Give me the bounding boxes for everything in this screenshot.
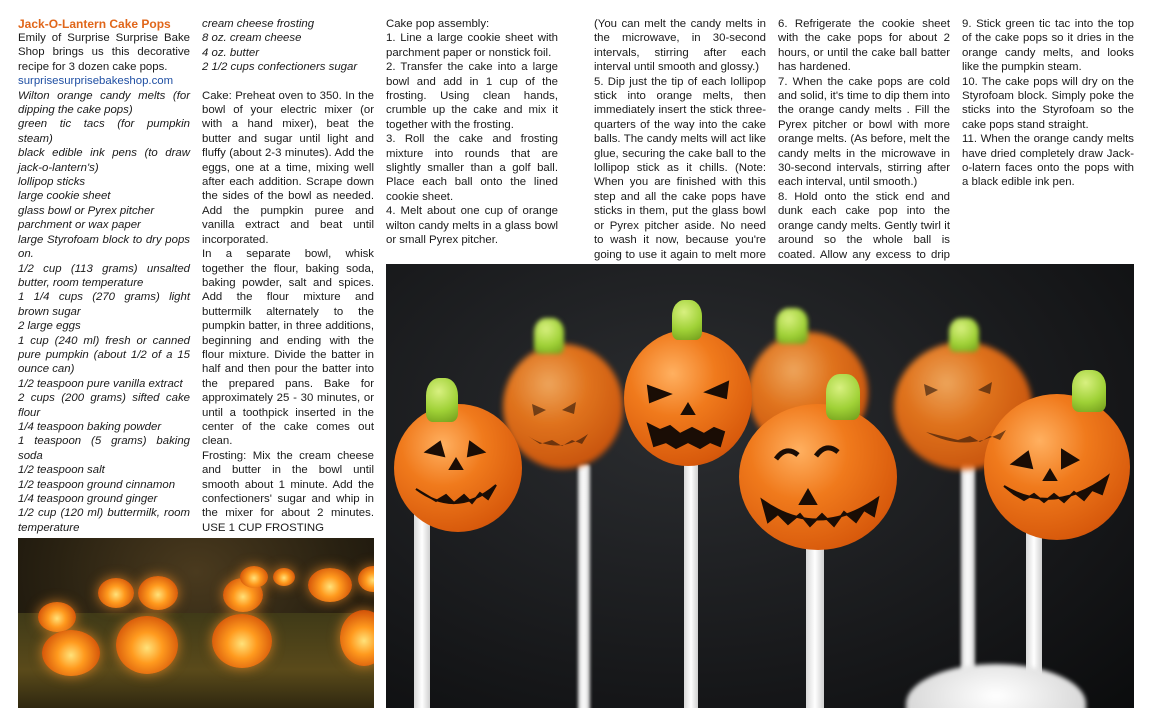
ingredient-item: 1/2 teaspoon pure vanilla extract xyxy=(18,377,183,390)
assembly-column-1 xyxy=(386,17,558,248)
assembly-step: 5. Dip just the tip of each lollipop stick into orange melts, then immediately insert the stick three-quarters of the way into the cake balls. The candy melts will act like glue, securing the cake ball to the lollipop stick as it chills. (Note: When you are finished with this step and all the cake pops have sticks in them, put the glass bowl or Pyrex pitcher aside. No need to wash it now, because you're going to use it again to melt more xyxy=(594,75,766,261)
face-eye xyxy=(426,442,444,456)
face-eye xyxy=(706,382,728,398)
lit-pumpkin xyxy=(212,614,272,668)
frosting-ingredient-item: 8 oz. cream cheese xyxy=(202,32,302,45)
face-mouth xyxy=(926,430,1006,443)
jack-o-lantern-faces xyxy=(386,264,1134,708)
assembly-step: 9. Stick green tic tac into the top of the cake pops so it dries in the orange candy melts, and looks like the pumpkin steam. xyxy=(962,18,1134,74)
face-mouth xyxy=(528,434,588,446)
ingredient-item: 1 1/4 cups (270 grams) light brown sugar xyxy=(18,291,190,318)
frosting-ingredient-item: cream cheese frosting xyxy=(202,18,315,30)
frosting-ingredient-item: 2 1/2 cups confectioners sugar xyxy=(202,61,358,74)
face-nose xyxy=(800,490,816,504)
ingredient-item: Wilton orange candy melts (for dipping the cake pops) xyxy=(18,89,190,117)
assembly-step: 4. Melt about one cup of orange wilton candy melts in a glass bowl or small Pyrex pitcher. xyxy=(386,205,558,247)
ingredient-item: 1/4 teaspoon ground ginger xyxy=(18,493,158,505)
face-eye xyxy=(532,404,546,416)
assembly-step: 3. Roll the cake and frosting mixture into rounds that are slightly smaller than a golf ball. Place each ball onto the lined cookie sheet. xyxy=(386,133,558,203)
assembly-step: 6. Refrigerate the cookie sheet with the cake pops for about 2 hours, or until the cake ball batter has hardened. xyxy=(778,18,950,74)
face-eye xyxy=(562,402,576,414)
face-eye xyxy=(1012,452,1032,468)
face-eye xyxy=(816,448,838,456)
ingredient-item: black edible ink pens (to draw jack-o-lantern's) xyxy=(18,147,190,174)
jack-o-lantern-field-photo xyxy=(18,538,374,708)
website-link[interactable]: surprisesurprisebakeshop.com xyxy=(18,75,174,88)
assembly-step: 7. When the cake pops are cold and solid, it's time to dip them into the orange candy melts . Fill the Pyrex pitcher or bowl with more orange melts. (As before, melt the candy melts in the microwave in 30-second intervals, stirring after each interval, until smooth.) xyxy=(778,75,950,189)
face-eye xyxy=(648,386,670,402)
lit-pumpkin xyxy=(138,576,178,610)
assembly-step: 8. Hold onto the stick end and dunk each cake pop into the orange candy melts. Gently twirl it around so the whole ball is coated. Allow any excess to drip xyxy=(778,190,950,261)
assembly-step: 2. Transfer the cake into a large bowl and add in 1 cup of the frosting. Using clean hands, crumble up the cake and mix it together with the frosting. xyxy=(386,61,558,131)
lit-pumpkin xyxy=(42,630,100,676)
assembly-column-2 xyxy=(594,17,766,276)
cake-pops-photo xyxy=(386,264,1134,708)
assembly-step: 11. When the orange candy melts have dried completely draw Jack-o-latern faces onto the pops with a black edible ink pen. xyxy=(962,133,1134,189)
assembly-column-4 xyxy=(962,17,1134,190)
face-eye xyxy=(1062,450,1078,468)
face-mouth xyxy=(762,498,878,526)
ingredient-item: 1/2 cup (120 ml) buttermilk, room temperature xyxy=(18,507,190,534)
assembly-step: 10. The cake pops will dry on the Styrofoam block. Simply poke the sticks into the Styrofoam so the cake pops stand straight. xyxy=(962,75,1134,131)
lit-pumpkin xyxy=(308,568,352,602)
ingredient-item: 1 teaspoon (5 grams) baking soda xyxy=(18,435,190,462)
assembly-column-3 xyxy=(778,17,950,276)
face-nose xyxy=(682,404,694,414)
assembly-heading: Cake pop assembly: xyxy=(386,18,490,30)
article-intro: Emily of Surprise Surprise Bake Shop brings us this decorative recipe for 3 dozen cake pops. xyxy=(18,32,190,73)
ingredient-item: 2 cups (200 grams) sifted cake flour xyxy=(18,392,190,419)
ingredient-item: large cookie sheet xyxy=(18,190,111,203)
frosting-paragraph: Frosting: Mix the cream cheese and butter in the bowl until smooth about 1 minute. Add the confectioners' sugar and whip in the mixer for about 2 minutes. USE 1 CUP FROSTING xyxy=(202,449,374,534)
ingredient-item: green tic tacs (for pumpkin steam) xyxy=(18,118,190,145)
lit-pumpkin xyxy=(273,568,295,586)
lit-pumpkin xyxy=(240,566,268,588)
face-nose xyxy=(450,459,462,469)
ingredient-item: 2 large eggs xyxy=(18,320,81,333)
frosting-ingredient-item: 4 oz. butter xyxy=(202,46,259,59)
lit-pumpkin xyxy=(116,616,178,674)
face-eye xyxy=(924,384,938,396)
ingredient-item: parchment or wax paper xyxy=(18,219,141,232)
assembly-step: 1. Line a large cookie sheet with parchment paper or nonstick foil. xyxy=(386,32,558,59)
ingredient-item: 1/2 cup (113 grams) unsalted butter, room temperature xyxy=(18,262,190,289)
ingredient-item: 1/2 teaspoon salt xyxy=(18,464,105,477)
cake-instructions-column xyxy=(202,17,374,535)
ingredients-column xyxy=(18,17,190,535)
cake-paragraph: Cake: Preheat oven to 350. In the bowl of your electric mixer (or with a hand mixer), beat the butter and sugar until light and fluffy (about 2-3 minutes). Add the eggs, one at a time, mixing well after each addition. Scrape down the sides of the bowl as needed. Add the pumpkin puree and vanilla extract and beat until incorporated. xyxy=(202,89,374,246)
face-eye xyxy=(468,442,484,456)
cake-paragraph: In a separate bowl, whisk together the flour, baking soda, baking powder, salt and spices. Add the flour mixture and buttermilk alternately to the pumpkin batter, in three additions, beginning and ending with the flour mixture. Divide the batter in half and then pour the batter into the prepared pans. Bake for approximately 25 - 30 minutes, or until a toothpick inserted in the center of the cake comes out clean. xyxy=(202,248,374,448)
lit-pumpkin xyxy=(38,602,76,632)
face-eye xyxy=(978,382,992,394)
ingredient-item: large Styrofoam block to dry pops on. xyxy=(18,233,190,261)
face-nose xyxy=(1044,470,1056,480)
assembly-step: (You can melt the candy melts in the microwave, in 30-second intervals, stirring after each interval until smooth and glossy.) xyxy=(594,18,766,74)
ingredient-item: lollipop sticks xyxy=(18,176,86,189)
face-eye xyxy=(776,451,798,459)
ingredient-item: 1 cup (240 ml) fresh or canned pure pumpkin (about 1/2 of a 15 ounce can) xyxy=(18,334,190,376)
face-mouth xyxy=(648,424,724,448)
article-title: Jack-O-Lantern Cake Pops xyxy=(18,17,171,31)
lit-pumpkin xyxy=(358,566,374,592)
face-mouth xyxy=(416,485,496,503)
ingredient-list xyxy=(18,89,190,536)
frosting-ingredient-list xyxy=(202,17,374,75)
lit-pumpkin xyxy=(98,578,134,608)
ingredient-item: 1/4 teaspoon baking powder xyxy=(18,420,162,433)
ingredient-item: glass bowl or Pyrex pitcher xyxy=(18,204,155,217)
ingredient-item: 1/2 teaspoon ground cinnamon xyxy=(18,478,176,491)
